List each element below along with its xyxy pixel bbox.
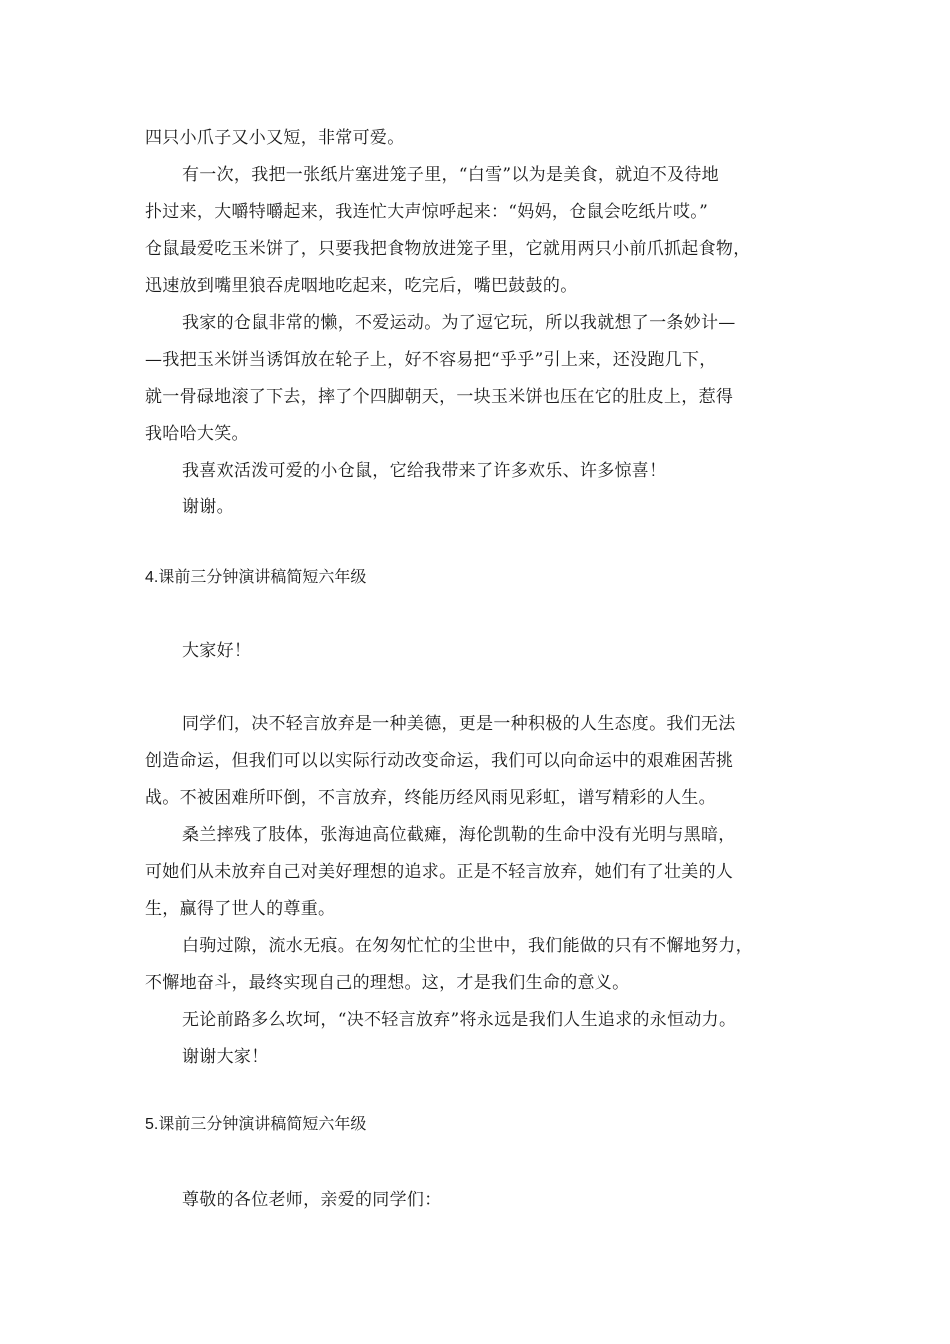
paragraph-line: 就一骨碌地滚了下去，摔了个四脚朝天，一块玉米饼也压在它的肚皮上，惹得 <box>145 387 734 407</box>
paragraph-line: 我家的仓鼠非常的懒，不爱运动。为了逗它玩，所以我就想了一条妙计— <box>182 313 736 333</box>
closing-line: 谢谢。 <box>182 497 234 517</box>
paragraph-line: 不懈地奋斗，最终实现自己的理想。这，才是我们生命的意义。 <box>145 973 630 993</box>
paragraph-line: 同学们，决不轻言放弃是一种美德，更是一种积极的人生态度。我们无法 <box>182 714 736 734</box>
closing-line: 谢谢大家！ <box>182 1047 269 1067</box>
paragraph-line: 扑过来，大嚼特嚼起来，我连忙大声惊呼起来：“妈妈，仓鼠会吃纸片哎。” <box>145 202 709 222</box>
greeting-line: 尊敬的各位老师，亲爱的同学们： <box>182 1190 442 1210</box>
paragraph-line: 创造命运，但我们可以以实际行动改变命运，我们可以向命运中的艰难困苦挑 <box>145 751 734 771</box>
paragraph-line: 仓鼠最爱吃玉米饼了，只要我把食物放进笼子里，它就用两只小前爪抓起食物， <box>145 239 751 259</box>
paragraph-line: 生，赢得了世人的尊重。 <box>145 899 336 919</box>
section-heading: 5.课前三分钟演讲稿简短六年级 <box>145 1116 367 1133</box>
section-heading: 4.课前三分钟演讲稿简短六年级 <box>145 569 367 586</box>
paragraph-line: 无论前路多么坎坷，“决不轻言放弃”将永远是我们人生追求的永恒动力。 <box>182 1010 737 1030</box>
paragraph-line: 战。不被困难所吓倒，不言放弃，终能历经风雨见彩虹，谱写精彩的人生。 <box>145 788 716 808</box>
paragraph-line: 桑兰摔残了肢体，张海迪高位截瘫，海伦凯勒的生命中没有光明与黑暗， <box>182 825 736 845</box>
paragraph-line: 迅速放到嘴里狼吞虎咽地吃起来，吃完后，嘴巴鼓鼓的。 <box>145 276 578 296</box>
paragraph-line: 白驹过隙，流水无痕。在匆匆忙忙的尘世中，我们能做的只有不懈地努力， <box>182 936 753 956</box>
paragraph-line: 我哈哈大笑。 <box>145 424 249 444</box>
greeting-line: 大家好！ <box>182 641 252 661</box>
paragraph-line: 有一次，我把一张纸片塞进笼子里，“白雪”以为是美食，就迫不及待地 <box>182 165 719 185</box>
paragraph-line: —我把玉米饼当诱饵放在轮子上，好不容易把“乎乎”引上来，还没跑几下， <box>145 350 717 370</box>
paragraph-line: 可她们从未放弃自己对美好理想的追求。正是不轻言放弃，她们有了壮美的人 <box>145 862 734 882</box>
paragraph-line: 四只小爪子又小又短，非常可爱。 <box>145 128 405 148</box>
paragraph-line: 我喜欢活泼可爱的小仓鼠，它给我带来了许多欢乐、许多惊喜！ <box>182 461 667 481</box>
